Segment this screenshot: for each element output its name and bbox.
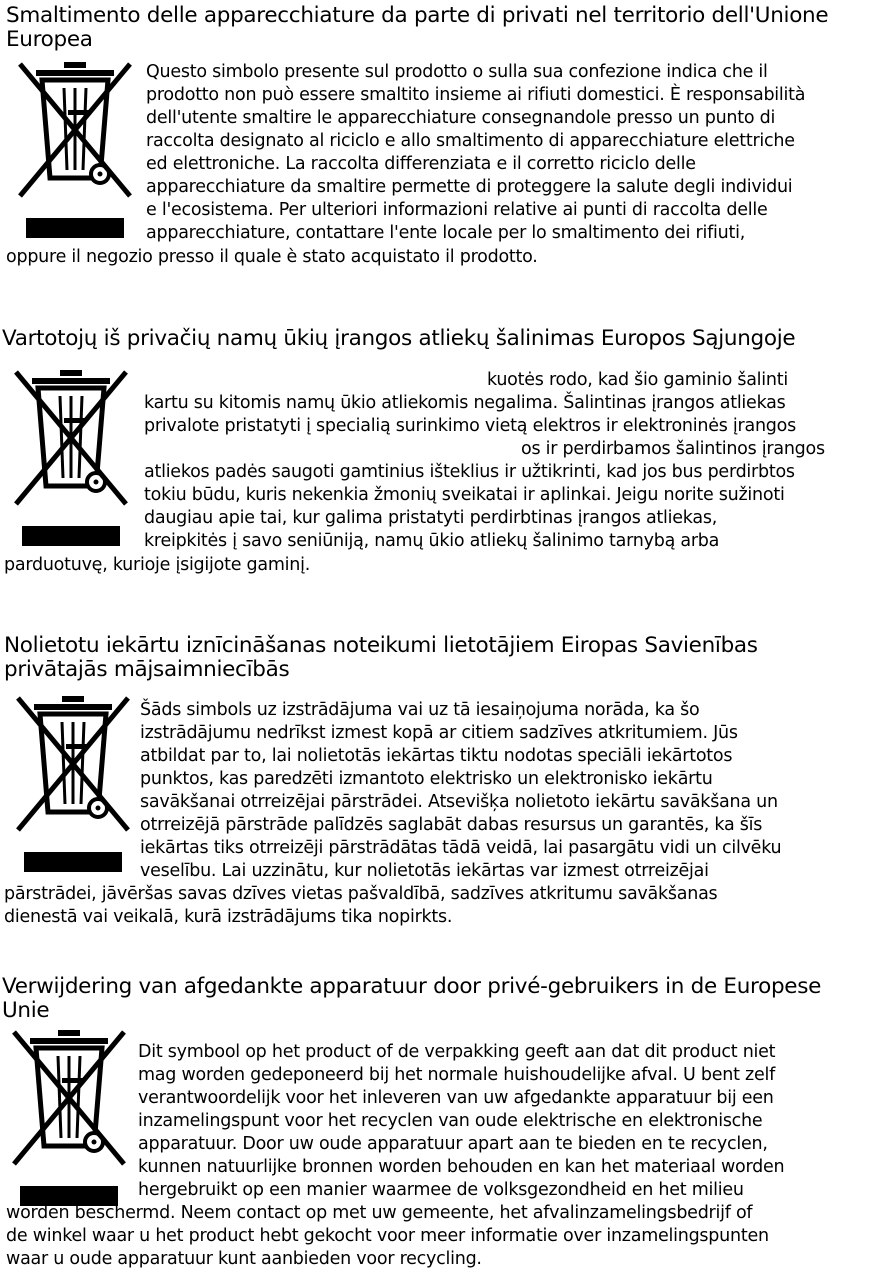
body-line: atbildat par to, lai nolietotās iekārtas tiktu nodotas speciāli iekārtotos — [140, 746, 733, 766]
body-line: waar u oude apparatuur kunt aanbieden voor recycling. — [6, 1249, 482, 1269]
body-line: ed elettroniche. La raccolta differenziata e il corretto riciclo delle — [146, 154, 696, 174]
body-line: veselību. Lai uzzinātu, kur nolietotās iekārtas var izmest otrreizējai — [140, 861, 709, 881]
body-line: izstrādājumu nedrīkst izmest kopā ar citiem sadzīves atkritumiem. Jūs — [140, 723, 738, 743]
body-line: worden beschermd. Neem contact op met uw gemeente, het afvalinzamelingsbedrijf of — [6, 1203, 753, 1223]
body-line: pārstrādei, jāvēršas savas dzīves vietas pašvaldībā, sadzīves atkritumu savākšanas — [4, 884, 718, 904]
body-line: apparecchiature, contattare l'ente locale per lo smaltimento dei rifiuti, — [146, 223, 746, 243]
body-line: dell'utente smaltire le apparecchiature consegnandole presso un punto di — [146, 108, 776, 128]
body-line: kreipkitės į savo seniūniją, namų ūkio atliekų šalinimo tarnybą arba — [144, 531, 720, 551]
body-line: hergebruikt op een manier waarmee de volksgezondheid en het milieu — [138, 1180, 744, 1200]
body-line: raccolta designato al riciclo e allo smaltimento di apparecchiature elettriche — [146, 131, 795, 151]
body-line: verantwoordelijk voor het inleveren van uw afgedankte apparatuur bij een — [138, 1088, 774, 1108]
section-heading: Vartotojų iš privačių namų ūkių įrangos atliekų šalinimas Europos Sąjungoje — [2, 326, 796, 351]
body-line: kunnen natuurlijke bronnen worden behouden en kan het materiaal worden — [138, 1157, 785, 1177]
body-line: daugiau apie tai, kur galima pristatyti perdirbtinas įrangos atliekas, — [144, 508, 718, 528]
body-line: Šāds simbols uz izstrādājuma vai uz tā iesaiņojuma norāda, ka šo — [140, 700, 700, 720]
body-line: oppure il negozio presso il quale è stato acquistato il prodotto. — [6, 247, 538, 267]
body-line: dienestā vai veikalā, kurā izstrādājums tika nopirkts. — [4, 907, 453, 927]
weee-crossed-bin-icon — [6, 1024, 132, 1206]
weee-crossed-bin-icon — [8, 364, 134, 546]
body-line: parduotuvę, kurioje įsigijote gaminį. — [4, 555, 311, 575]
body-line: punktos, kas paredzēti izmantoto elektrisko un elektronisko iekārtu — [140, 769, 713, 789]
weee-crossed-bin-icon — [12, 56, 138, 238]
body-line: inzamelingspunt voor het recyclen van oude elektrische en elektronische — [138, 1111, 763, 1131]
body-line: otrreizējā pārstrāde palīdzēs saglabāt dabas resursus un garantēs, ka šīs — [140, 815, 763, 835]
body-line: iekārtas tiks otrreizēji pārstrādātas tādā veidā, lai pasargātu vidi un cilvēku — [140, 838, 782, 858]
section-heading: Nolietotu iekārtu iznīcināšanas noteikumi lietotājiem Eiropas Savienības privātajās mājsaimniecībās — [4, 633, 758, 682]
body-line: kuotės rodo, kad šio gaminio šalinti — [487, 370, 788, 390]
body-line: Questo simbolo presente sul prodotto o sulla sua confezione indica che il — [146, 62, 768, 82]
body-line: kartu su kitomis namų ūkio atliekomis negalima. Šalintinas įrangos atliekas — [144, 393, 786, 413]
body-line: mag worden gedeponeerd bij het normale huishoudelijke afval. U bent zelf — [138, 1065, 775, 1085]
body-line: apparatuur. Door uw oude apparatuur apart aan te bieden en te recyclen, — [138, 1134, 768, 1154]
section-heading: Smaltimento delle apparecchiature da parte di privati nel territorio dell'Unione Europea — [6, 3, 829, 52]
body-line: apparecchiature da smaltire permette di proteggere la salute degli individui — [146, 177, 793, 197]
body-line: tokiu būdu, kuris nekenkia žmonių sveikatai ir aplinkai. Jeigu norite sužinoti — [144, 485, 785, 505]
body-line: e l'ecosistema. Per ulteriori informazioni relative ai punti di raccolta delle — [146, 200, 768, 220]
body-line: atliekos padės saugoti gamtinius išteklius ir užtikrinti, kad jos bus perdirbtos — [144, 462, 795, 482]
body-line: savākšanai otrreizējai pārstrādei. Atsevišķa nolietoto iekārtu savākšana un — [140, 792, 778, 812]
body-line: prodotto non può essere smaltito insieme ai rifiuti domestici. È responsabilità — [146, 85, 806, 105]
body-line: de winkel waar u het product hebt gekocht voor meer informatie over inzamelingspunten — [6, 1226, 769, 1246]
body-line: Dit symbool op het product of de verpakking geeft aan dat dit product niet — [138, 1042, 776, 1062]
body-line: os ir perdirbamos šalintinos įrangos — [521, 439, 825, 459]
weee-crossed-bin-icon — [10, 690, 136, 872]
body-line: privalote pristatyti į specialią surinkimo vietą elektros ir elektroninės įrangos — [144, 416, 796, 436]
section-heading: Verwijdering van afgedankte apparatuur door privé-gebruikers in de Europese Unie — [2, 974, 822, 1023]
